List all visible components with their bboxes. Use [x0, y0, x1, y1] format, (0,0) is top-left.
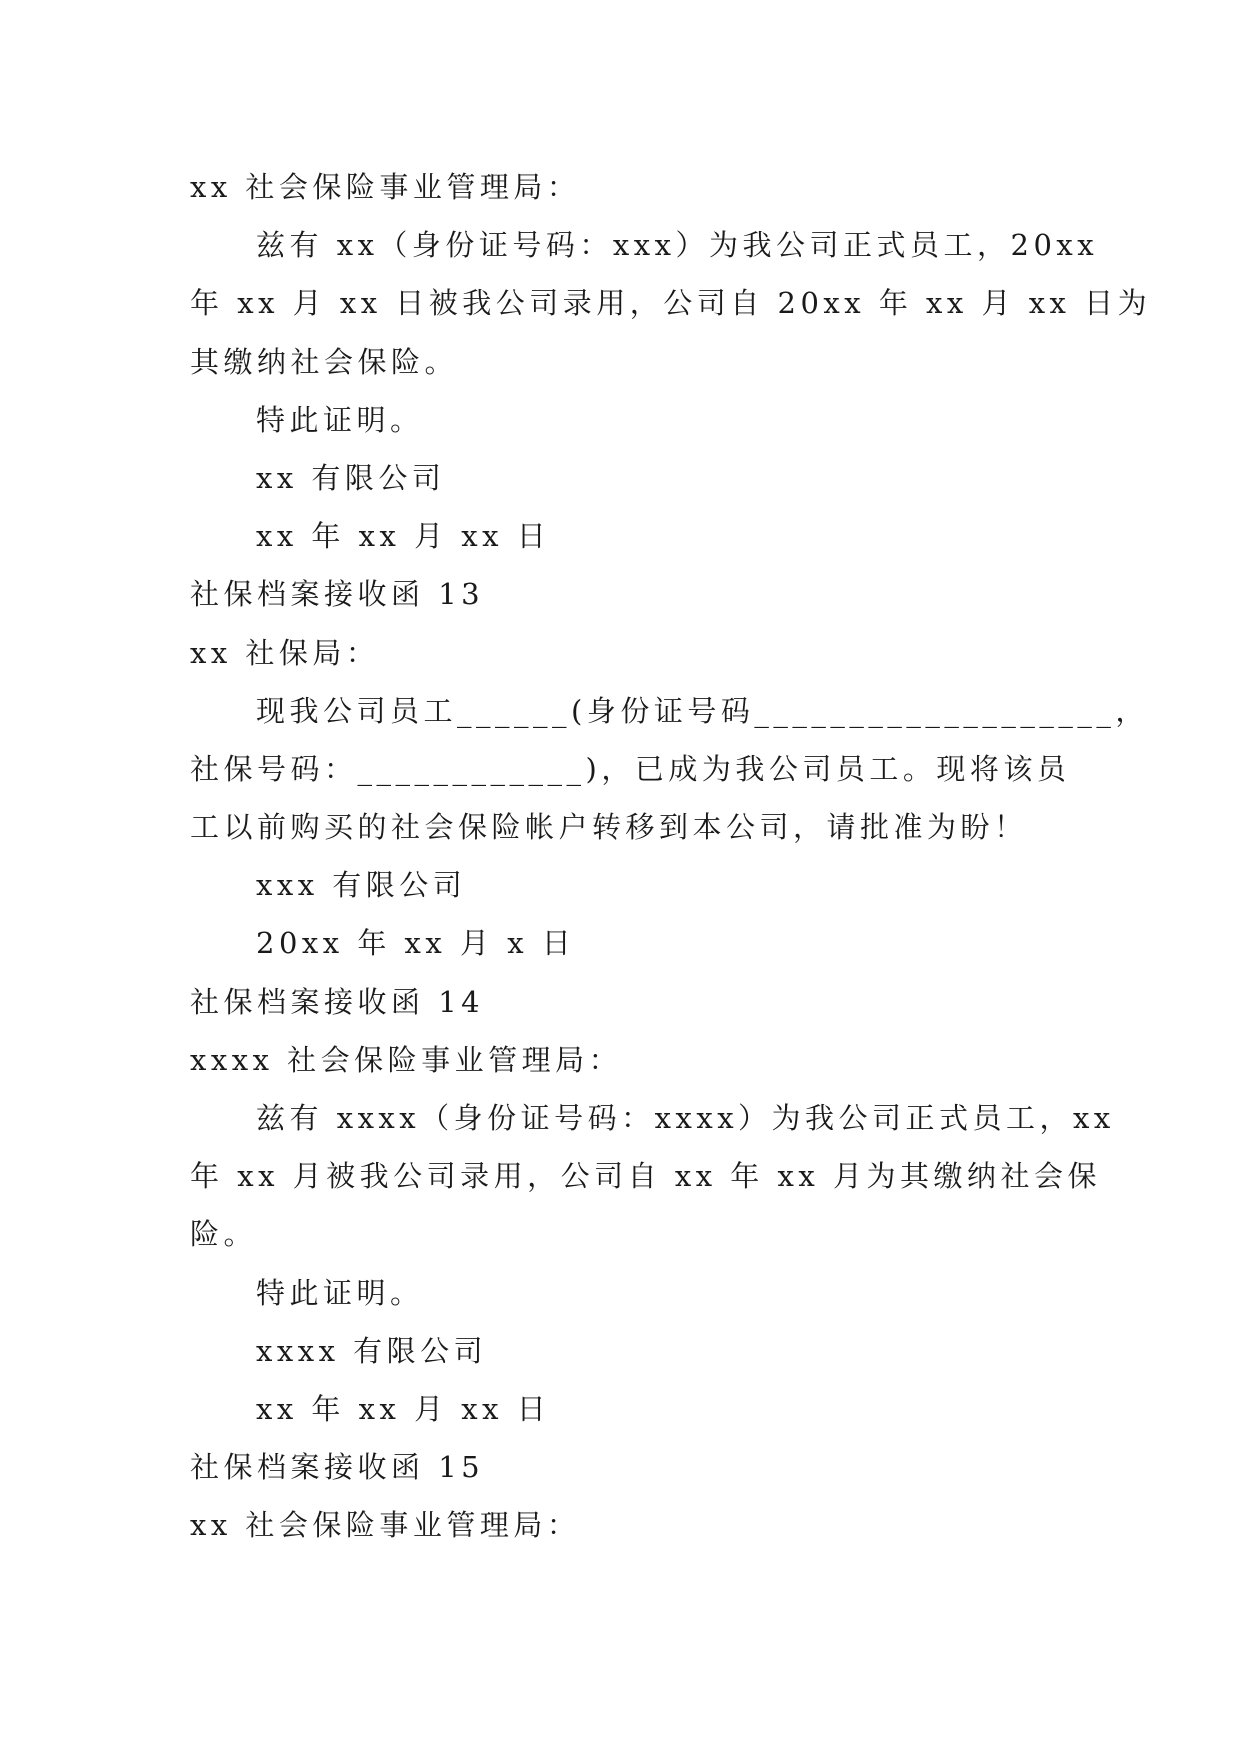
- section-heading: 社保档案接收函 15: [190, 1450, 485, 1485]
- salutation: xx 社保局：: [190, 635, 380, 670]
- document-page: [190, 158, 1152, 1555]
- body-line: 社保号码：____________)，已成为我公司员工。现将该员: [190, 751, 1071, 786]
- salutation: xxxx 社会保险事业管理局：: [190, 1042, 623, 1077]
- section-heading: 社保档案接收函 14: [190, 984, 485, 1019]
- signature-date: xx 年 xx 月 xx 日: [256, 1391, 551, 1426]
- body-line: 兹有 xx（身份证号码：xxx）为我公司正式员工，20xx: [256, 228, 1099, 263]
- body-line: 工以前购买的社会保险帐户转移到本公司，请批准为盼！: [190, 810, 1028, 845]
- signature-date: 20xx 年 xx 月 x 日: [256, 926, 576, 961]
- company-signature: xxx 有限公司: [256, 868, 467, 903]
- body-line: 兹有 xxxx（身份证号码：xxxx）为我公司正式员工，xx: [256, 1101, 1115, 1135]
- body-line: 其缴纳社会保险。: [190, 344, 459, 379]
- closing-statement: 特此证明。: [256, 1275, 424, 1310]
- signature-date: xx 年 xx 月 xx 日: [256, 519, 551, 554]
- section-heading: 社保档案接收函 13: [190, 577, 485, 612]
- salutation: xx 社会保险事业管理局：: [190, 170, 581, 204]
- body-line: 年 xx 月被我公司录用，公司自 xx 年 xx 月为其缴纳社会保: [190, 1159, 1101, 1194]
- company-signature: xx 有限公司: [256, 460, 446, 495]
- salutation: xx 社会保险事业管理局：: [190, 1508, 581, 1543]
- company-signature: xxxx 有限公司: [256, 1333, 488, 1368]
- body-line: 年 xx 月 xx 日被我公司录用，公司自 20xx 年 xx 月 xx 日为: [190, 286, 1152, 321]
- closing-statement: 特此证明。: [256, 402, 424, 437]
- body-line: 现我公司员工______(身份证号码___________________，: [256, 693, 1149, 728]
- body-line: 险。: [190, 1217, 258, 1252]
